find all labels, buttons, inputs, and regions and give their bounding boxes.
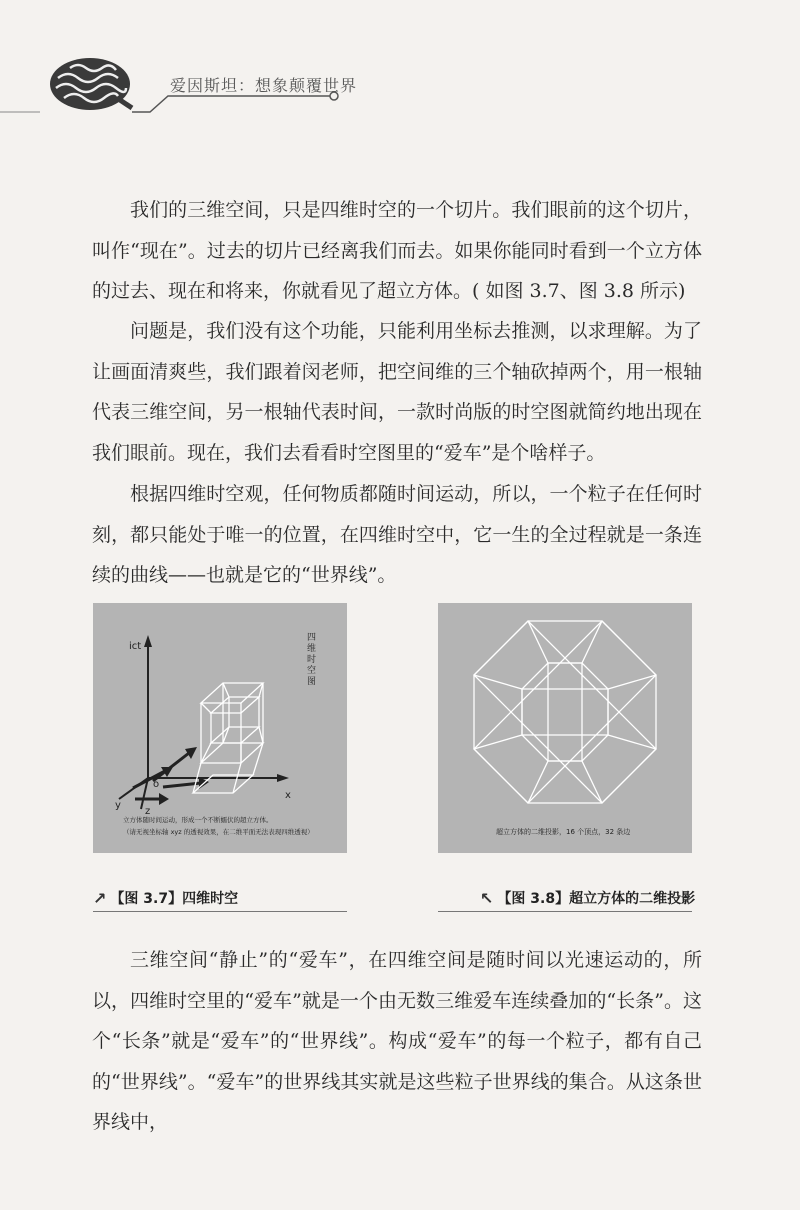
figure1-note-2: （请无视坐标轴 xyz 的透视效果，在二维平面无法表现四维透视） bbox=[123, 828, 314, 836]
brain-logo-icon bbox=[50, 58, 132, 110]
axis-ct-label: ict bbox=[129, 641, 142, 652]
arrow-up-right-icon: ↗ bbox=[93, 888, 107, 908]
figure2-caption bbox=[480, 886, 695, 910]
hypercube-diagram bbox=[438, 603, 692, 853]
book-title: 爱因斯坦：想象颠覆世界 bbox=[170, 76, 358, 95]
page-header bbox=[0, 0, 800, 140]
paragraph-3: 根据四维时空观，任何物质都随时间运动，所以，一个粒子在任何时刻，都只能处于唯一的位置，在四维时空中，它一生的全过程就是一条连续的曲线——也就是它的“世界线”。 bbox=[92, 483, 702, 586]
arrow-up-left-icon: ↖ bbox=[480, 888, 494, 908]
origin-label: o bbox=[153, 779, 160, 790]
axis-y-label: y bbox=[115, 800, 121, 811]
paragraph-4: 三维空间“静止”的“爱车”，在四维空间是随时间以光速运动的，所以，四维时空里的“爱车”就是一个由无数三维爱车连续叠加的“长条”。这个“长条”就是“爱车”的“世界线”。构成“爱车”的每一个粒子，都有自己的“世界线”。“爱车”的世界线其实就是这些粒子世界线的集合。从这条世界线中， bbox=[92, 949, 702, 1133]
paragraph-2: 问题是，我们没有这个功能，只能利用坐标去推测，以求理解。为了让画面清爽些，我们跟着闵老师，把空间维的三个轴砍掉两个，用一根轴代表三维空间，另一根轴代表时间，一款时尚版的时空图就简约地出现在我们眼前。现在，我们去看看时空图里的“爱车”是个啥样子。 bbox=[92, 320, 702, 464]
caption-rule-right bbox=[438, 911, 692, 912]
vertical-title: 四维时空图 bbox=[307, 633, 317, 687]
figure1-caption bbox=[93, 886, 238, 910]
axis-x-label: x bbox=[285, 790, 291, 801]
header-decoration bbox=[0, 0, 800, 140]
header-line bbox=[132, 96, 330, 112]
paragraph-1: 我们的三维空间，只是四维时空的一个切片。我们眼前的这个切片，叫作“现在”。过去的切片已经离我们而去。如果你能同时看到一个立方体的过去、现在和将来，你就看见了超立方体。( 如图 3.7、图 3.8 所示) bbox=[92, 199, 702, 302]
figure2-caption-text: 【图 3.8】超立方体的二维投影 bbox=[497, 891, 696, 907]
figure1-caption-text: 【图 3.7】四维时空 bbox=[110, 891, 239, 907]
axis-z-label: z bbox=[145, 806, 151, 817]
figure2-note: 超立方体的二维投影，16 个顶点，32 条边 bbox=[496, 828, 631, 836]
figure1-note-1: 立方体随时间运动，形成一个不断蠕伏的超立方体。 bbox=[123, 816, 273, 824]
caption-rule-left bbox=[93, 911, 347, 912]
figure-4d-spacetime bbox=[93, 603, 347, 853]
figure-hypercube-projection bbox=[438, 603, 692, 853]
